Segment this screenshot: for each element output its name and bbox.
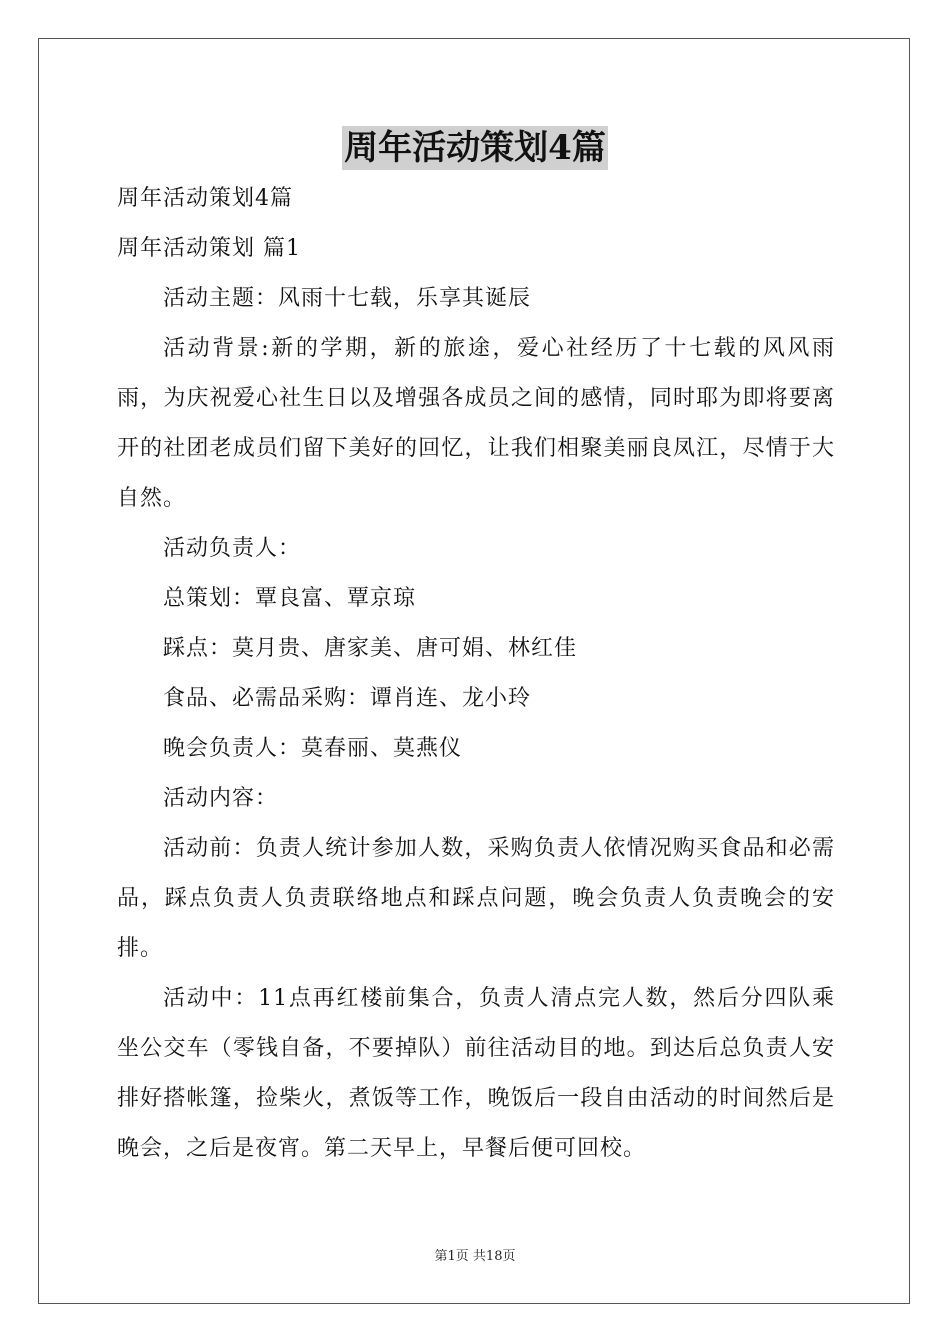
paragraph-during-activity: 活动中：11点再红楼前集合，负责人清点完人数，然后分四队乘坐公交车（零钱自备，不要掉队）前往活动目的地。到达后总负责人安排好搭帐篷，捡柴火，煮饭等工作，晚饭后一段自由活动的时间然后是晚会，之后是夜宵。第二天早上，早餐后便可回校。 [117,986,835,1161]
page-number: 第1页 共18页 [434,1249,516,1264]
paragraph-content-heading: 活动内容： [163,786,279,811]
paragraph-leaders-heading: 活动负责人： [163,536,302,561]
page-footer [0,1248,950,1266]
title-container [0,126,950,170]
paragraph-party-leaders: 晚会负责人：莫春丽、莫燕仪 [163,736,463,761]
paragraph-scouting: 踩点：莫月贵、唐家美、唐可娟、林红佳 [163,636,578,661]
paragraph-purchasing: 食品、必需品采购：谭肖连、龙小玲 [163,686,532,711]
paragraph-planner: 总策划：覃良富、覃京琼 [163,586,417,611]
paragraph-section-title: 周年活动策划 篇1 [117,236,301,261]
paragraph-background: 活动背景:新的学期，新的旅途，爱心社经历了十七载的风风雨雨，为庆祝爱心社生日以及增强各成员之间的感情，同时耶为即将要离开的社团老成员们留下美好的回忆，让我们相聚美丽良凤江，尽情于大自然。 [117,336,835,511]
document-title: 周年活动策划4篇 [344,128,606,168]
paragraph-before-activity: 活动前：负责人统计参加人数，采购负责人依情况购买食品和必需品，踩点负责人负责联络地点和踩点问题，晚会负责人负责晚会的安排。 [117,836,835,961]
document-body [117,174,835,1174]
paragraph-theme: 活动主题：风雨十七载，乐享其诞辰 [163,286,532,311]
paragraph-heading: 周年活动策划4篇 [117,186,293,211]
